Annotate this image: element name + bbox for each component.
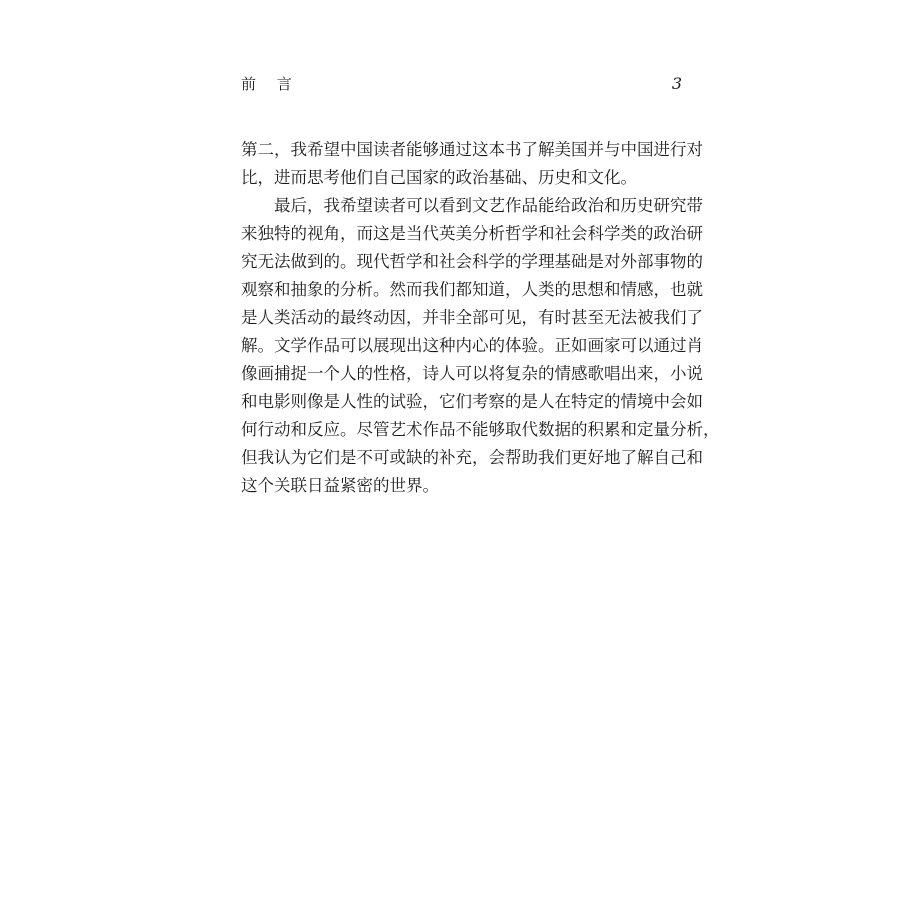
paragraph-1-line: 第二，我希望中国读者能够通过这本书了解美国并与中国进行对 <box>241 140 703 159</box>
paragraph-2-line: 究无法做到的。现代哲学和社会科学的学理基础是对外部事物的 <box>241 252 703 271</box>
paragraph-2-line: 最后，我希望读者可以看到文艺作品能给政治和历史研究带 <box>274 196 703 215</box>
paragraph-2-line: 这个关联日益紧密的世界。 <box>241 476 439 495</box>
paragraph-2-line: 是人类活动的最终动因，并非全部可见，有时甚至无法被我们了 <box>241 308 703 327</box>
paragraph-2-line: 来独特的视角，而这是当代英美分析哲学和社会科学类的政治研 <box>241 224 703 243</box>
paragraph-1-line: 比，进而思考他们自己国家的政治基础、历史和文化。 <box>241 168 637 187</box>
paragraph-2-line: 像画捕捉一个人的性格，诗人可以将复杂的情感歌唱出来，小说 <box>241 364 703 383</box>
running-title: 前 言 <box>241 75 300 93</box>
body-text <box>241 136 720 500</box>
running-header <box>241 72 682 96</box>
paragraph-2-line: 但我认为它们是不可或缺的补充，会帮助我们更好地了解自己和 <box>241 448 703 467</box>
page-number: 3 <box>671 74 682 93</box>
paragraph-2-line: 观察和抽象的分析。然而我们都知道，人类的思想和情感，也就 <box>241 280 703 299</box>
paragraph-2-line: 和电影则像是人性的试验，它们考察的是人在特定的情境中会如 <box>241 392 703 411</box>
paragraph-2-line: 何行动和反应。尽管艺术作品不能够取代数据的积累和定量分析， <box>241 420 720 439</box>
paragraph-2-line: 解。文学作品可以展现出这种内心的体验。正如画家可以通过肖 <box>241 336 703 355</box>
